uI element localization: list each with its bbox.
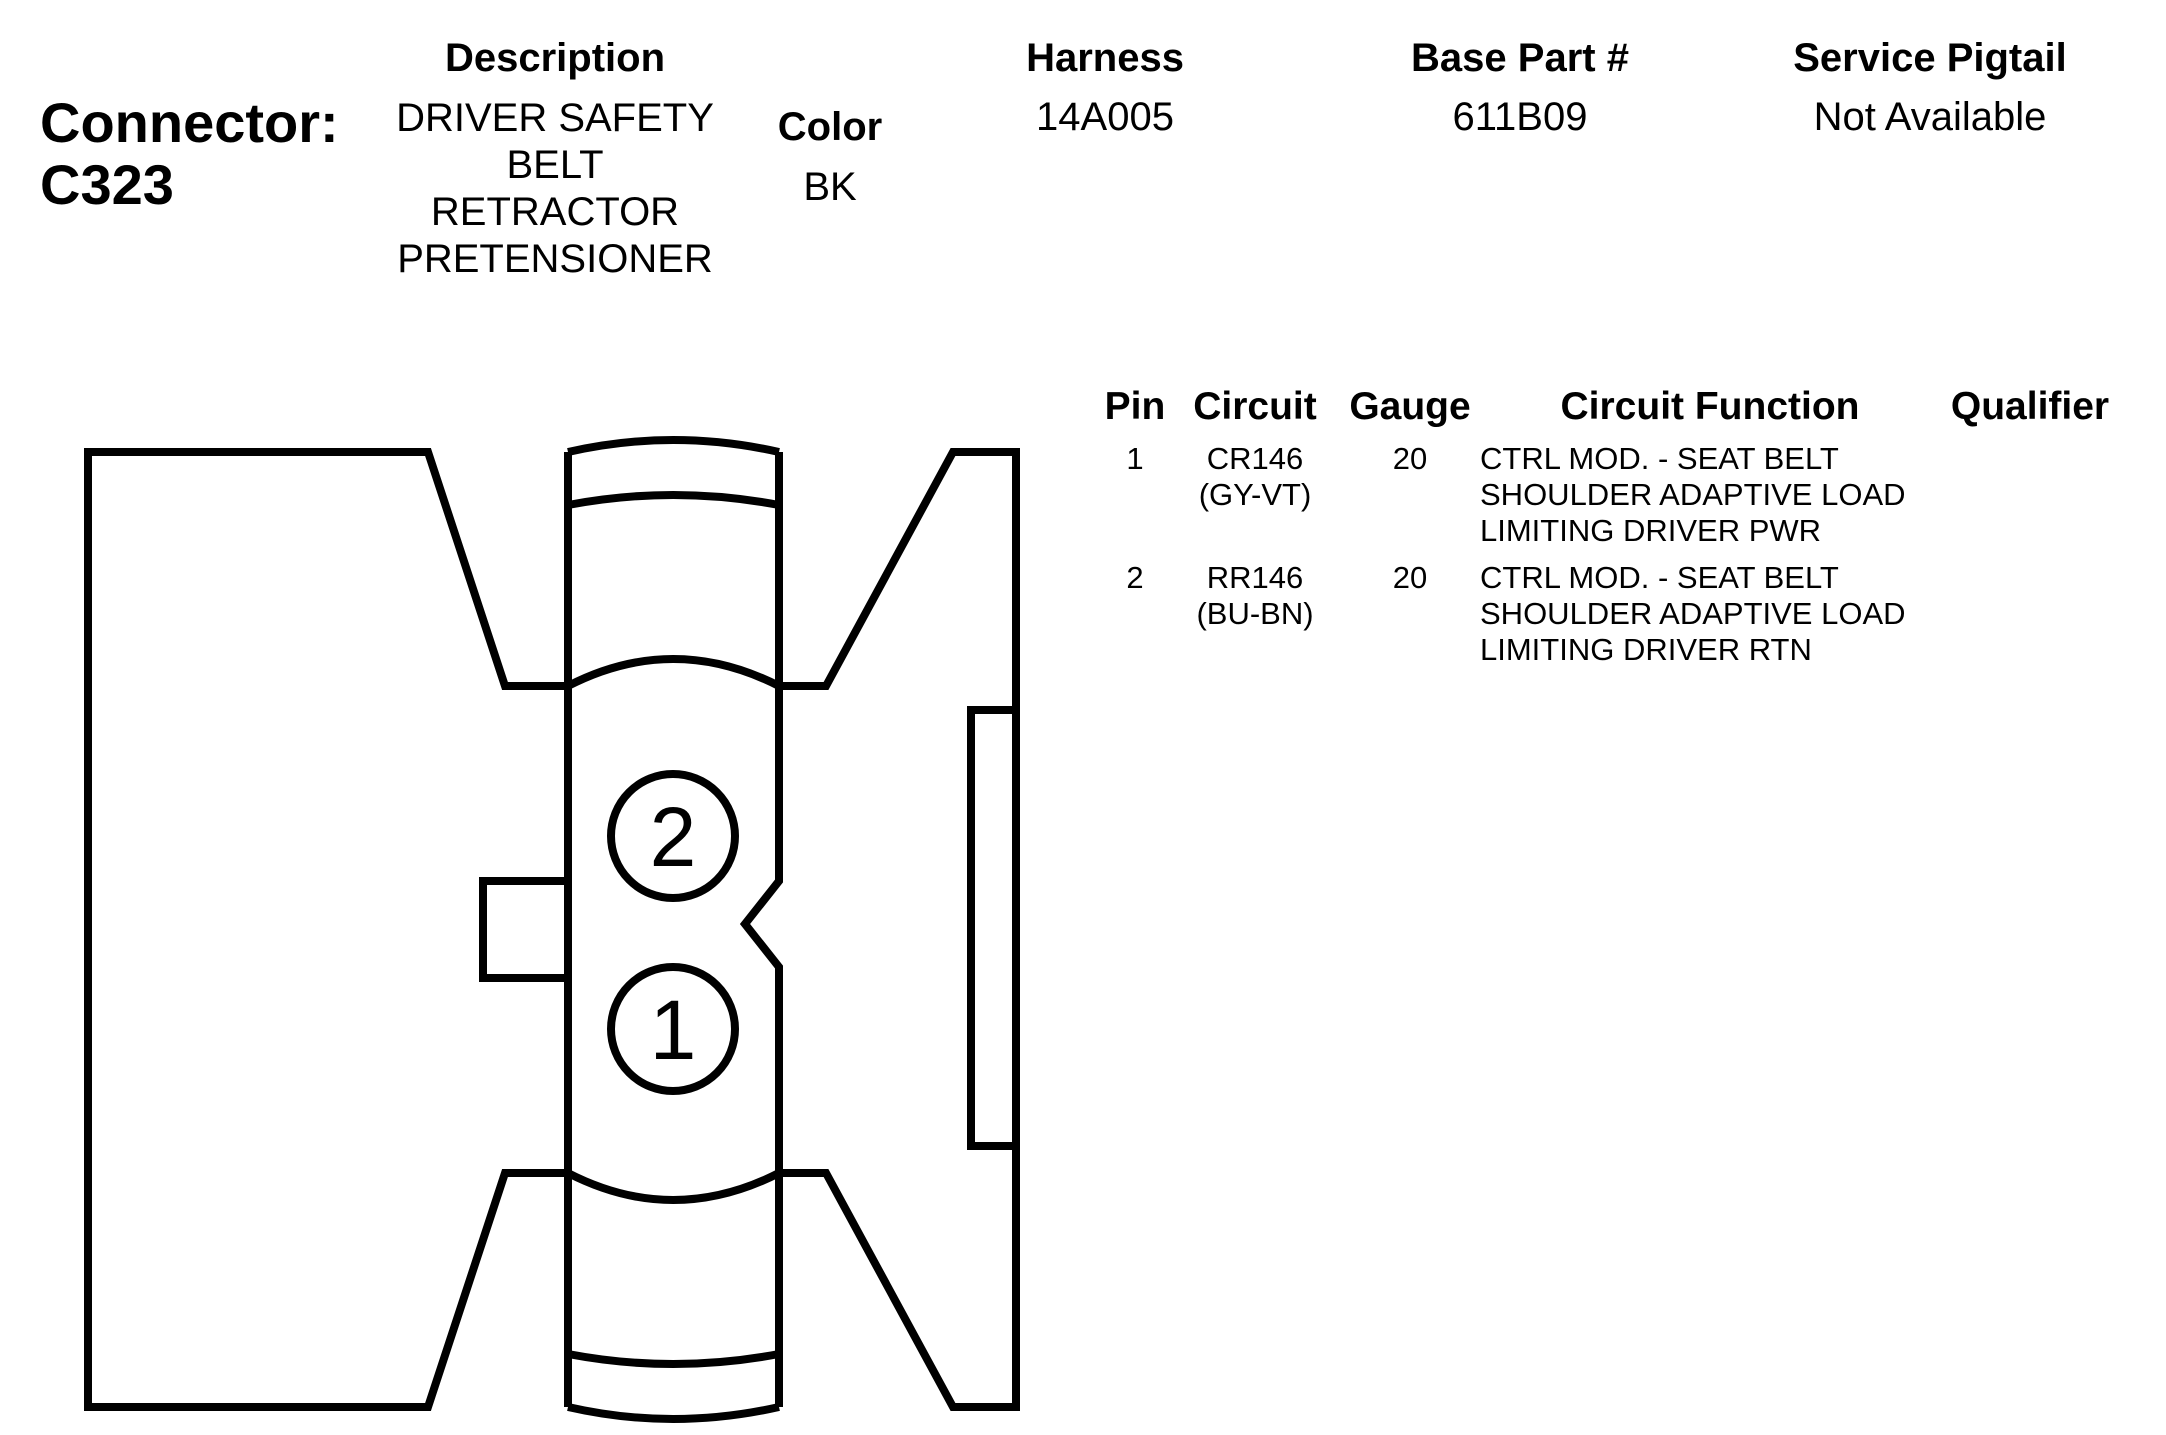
color-header: Color: [777, 105, 883, 149]
pin-number: 1: [1126, 441, 1144, 476]
lock-slot: [971, 710, 1016, 1146]
col-header-circuit-function: Circuit Function: [1560, 385, 1860, 428]
top-cap-inner: [568, 495, 779, 505]
lower-cavity-arc: [568, 1173, 779, 1200]
col-header-pin: Pin: [1104, 385, 1166, 428]
circuit-function-line: LIMITING DRIVER RTN: [1480, 632, 1812, 667]
col-header-qualifier: Qualifier: [1950, 385, 2110, 428]
col-header-gauge: Gauge: [1349, 385, 1471, 428]
harness-header: Harness: [1026, 36, 1184, 80]
service-pigtail-value: Not Available: [1813, 95, 2047, 139]
pin-label-2: 2: [649, 790, 697, 884]
description-header: Description: [444, 36, 666, 80]
description-line: BELT: [506, 143, 604, 187]
top-cap-outer: [568, 440, 779, 452]
circuit-number: CR146: [1206, 441, 1304, 476]
color-value: BK: [803, 165, 857, 209]
circuit-function-line: CTRL MOD. - SEAT BELT: [1480, 560, 1839, 595]
base-part-value: 611B09: [1452, 95, 1588, 139]
circuit-function-line: SHOULDER ADAPTIVE LOAD: [1480, 477, 1906, 512]
pin-cavity-1: [611, 967, 735, 1091]
service-pigtail-header: Service Pigtail: [1793, 36, 2067, 80]
col-header-circuit: Circuit: [1193, 385, 1317, 428]
pin-label-1: 1: [649, 983, 697, 1077]
connector-body-right: [779, 452, 1016, 1407]
wire-gauge: 20: [1392, 560, 1428, 595]
center-column-right-edge: [745, 452, 779, 1407]
pin-number: 2: [1126, 560, 1144, 595]
base-part-header: Base Part #: [1411, 36, 1629, 80]
harness-value: 14A005: [1036, 95, 1174, 139]
description-line: PRETENSIONER: [397, 237, 713, 281]
connector-body-left: [88, 452, 568, 1407]
circuit-function-line: SHOULDER ADAPTIVE LOAD: [1480, 596, 1906, 631]
pin-cavity-2: [611, 774, 735, 898]
description-line: RETRACTOR: [430, 190, 680, 234]
circuit-function-line: LIMITING DRIVER PWR: [1480, 513, 1822, 548]
circuit-number: RR146: [1206, 560, 1304, 595]
connector-id: C323: [40, 153, 174, 216]
upper-cavity-arc: [568, 659, 779, 686]
connector-label: Connector:: [40, 91, 339, 154]
bottom-cap-inner: [568, 1354, 779, 1364]
bottom-cap-outer: [568, 1407, 779, 1419]
wire-gauge: 20: [1392, 441, 1428, 476]
wire-color: (BU-BN): [1196, 596, 1314, 631]
description-line: DRIVER SAFETY: [396, 96, 714, 140]
wire-color: (GY-VT): [1198, 477, 1312, 512]
circuit-function-line: CTRL MOD. - SEAT BELT: [1480, 441, 1839, 476]
